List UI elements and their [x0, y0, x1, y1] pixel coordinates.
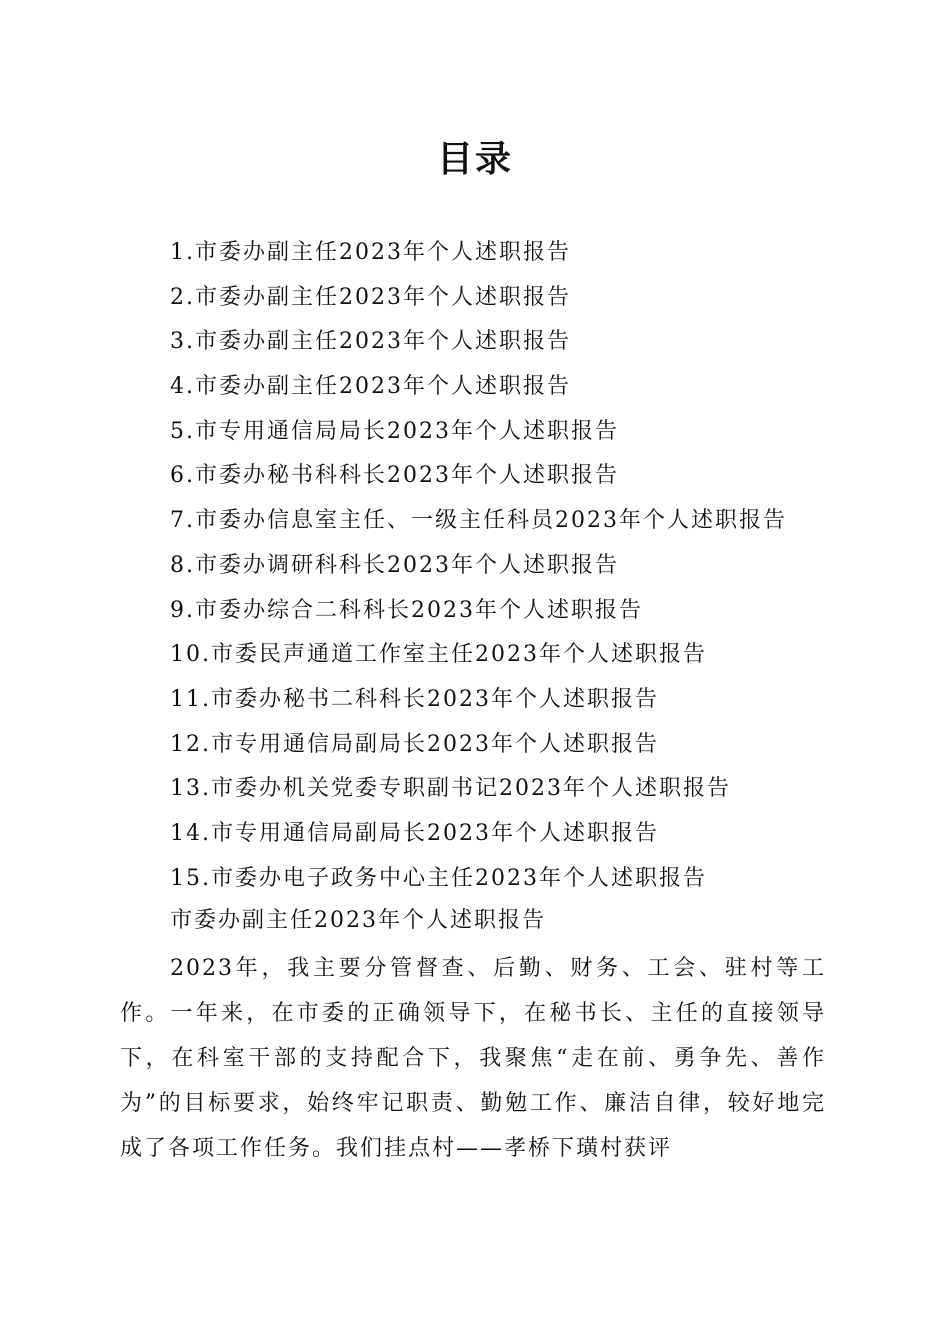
toc-item: 5.市专用通信局局长2023年个人述职报告 — [170, 418, 619, 444]
toc-item: 15.市委办电子政务中心主任2023年个人述职报告 — [170, 865, 707, 891]
toc-item: 13.市委办机关党委专职副书记2023年个人述职报告 — [170, 776, 731, 802]
body-paragraph: 2023年，我主要分管督查、后勤、财务、工会、驻村等工作。一年来，在市委的正确领导下，在秘书长、主任的直接领导下，在科室干部的支持配合下，我聚焦“走在前、勇争先、善作为”的目标要求，始终牢记职责、勤勉工作、廉洁自律，较好地完成了各项工作任务。我们挂点村——孝桥下璜村获评 — [120, 956, 826, 1161]
page-title: 目录 — [436, 138, 513, 180]
toc-item: 14.市专用通信局副局长2023年个人述职报告 — [170, 820, 659, 846]
toc-item: 6.市委办秘书科科长2023年个人述职报告 — [170, 463, 619, 489]
toc-item: 3.市委办副主任2023年个人述职报告 — [170, 329, 571, 355]
toc-item: 12.市专用通信局副局长2023年个人述职报告 — [170, 731, 659, 757]
toc-item: 4.市委办副主任2023年个人述职报告 — [170, 374, 571, 400]
toc-item: 9.市委办综合二科科长2023年个人述职报告 — [170, 597, 643, 623]
toc-item: 11.市委办秘书二科科长2023年个人述职报告 — [170, 686, 659, 712]
toc-item: 2.市委办副主任2023年个人述职报告 — [170, 284, 571, 310]
section-heading: 市委办副主任2023年个人述职报告 — [170, 908, 546, 933]
toc-item: 1.市委办副主任2023年个人述职报告 — [170, 240, 571, 265]
table-of-contents — [170, 231, 870, 901]
toc-item: 7.市委办信息室主任、一级主任科员2023年个人述职报告 — [170, 508, 787, 534]
toc-item: 8.市委办调研科科长2023年个人述职报告 — [170, 552, 619, 578]
toc-item: 10.市委民声通道工作室主任2023年个人述职报告 — [170, 642, 707, 668]
